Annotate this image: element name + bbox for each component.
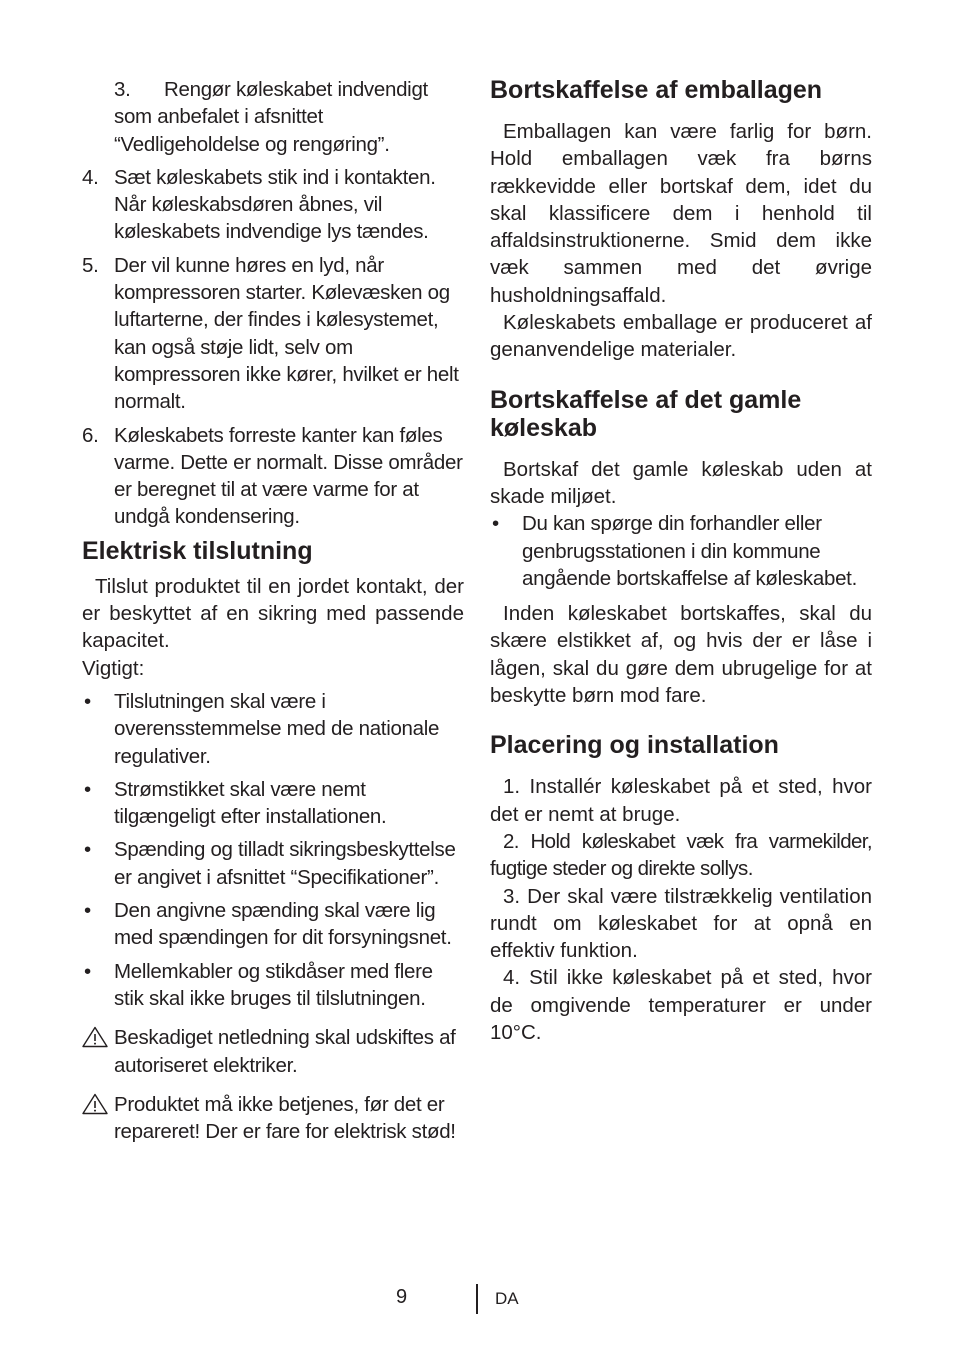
warning-text: Produktet må ikke betjenes, før det er repareret! Der er fare for elektrisk stød!: [114, 1092, 456, 1144]
language-code: DA: [495, 1289, 519, 1308]
bullet-marker: •: [84, 959, 91, 983]
list-number: 5.: [82, 253, 99, 277]
list-item: [82, 958, 464, 1013]
placering-item: 1. Installér køleskabet på et sted, hvor det er nemt at bruge.: [490, 775, 872, 826]
placering-item: 4. Stil ikke køleskabet på et sted, hvor de omgivende temperaturer er under 10°C.: [490, 966, 872, 1045]
footer-divider: [476, 1284, 478, 1314]
list-item: [82, 776, 464, 831]
list-text: Du kan spørge din forhandler eller genbrugsstationen i din kommune angående bortskaffelse af køleskabet.: [522, 512, 857, 590]
list-text: Rengør køleskabet indvendigt som anbefalet i afsnittet “Vedligeholdelse og rengøring”.: [114, 78, 428, 156]
list-number: 4.: [82, 165, 99, 189]
list-text: Der vil kunne høres en lyd, når kompressoren starter. Kølevæsken og luftarterne, der findes i kølesystemet, kan også støje lidt, selv om kompressoren ikke kører, hvilket er helt normalt.: [114, 253, 459, 414]
warning-text: Beskadiget netledning skal udskiftes af autoriseret elektriker.: [114, 1026, 456, 1077]
section-heading-emballage: Bortskaffelse af emballagen: [490, 76, 823, 104]
list-text: Strømstikket skal være nemt tilgængeligt efter installationen.: [114, 777, 387, 829]
list-text: Den angivne spænding skal være lig med spændingen for dit forsyningsnet.: [114, 899, 452, 950]
bullet-marker: •: [84, 899, 91, 923]
list-item: [82, 252, 464, 416]
list-item: [82, 164, 464, 246]
elektrisk-intro: Tilslut produktet til en jordet kontakt, der er beskyttet af en sikring med passende kapacitet.: [82, 574, 464, 653]
section-heading-placering: Placering og installation: [490, 731, 779, 760]
list-text: Sæt køleskabets stik ind i kontakten. Når køleskabsdøren åbnes, vil køleskabets indvendige lys tændes.: [114, 165, 436, 244]
section-heading-elektrisk: Elektrisk tilslutning: [82, 536, 313, 565]
placering-item: 2. Hold køleskabet væk fra varmekilder, fugtige steder og direkte sollys.: [490, 829, 872, 881]
list-item: [82, 422, 464, 531]
warning-triangle-icon: [82, 1026, 108, 1048]
list-number: 3.: [114, 78, 131, 101]
list-text: Køleskabets forreste kanter kan føles varme. Dette er normalt. Disse områder er beregnet til at være varme for at undgå kondensering.: [114, 423, 463, 529]
list-text: Mellemkabler og stikdåser med flere stik skal ikke bruges til tilslutningen.: [114, 959, 433, 1010]
vigtigt-label: Vigtigt:: [82, 656, 145, 680]
page-number: 9: [396, 1286, 408, 1308]
gamle-paragraph: Bortskaf det gamle køleskab uden at skade miljøet.: [490, 457, 872, 508]
section-heading-gamle: Bortskaffelse af det gamle køleskab: [490, 385, 802, 442]
list-item: [490, 510, 872, 592]
bullet-marker: •: [84, 838, 91, 862]
bullet-marker: •: [84, 777, 91, 801]
warning-note: [82, 1091, 464, 1146]
list-text: Spænding og tilladt sikringsbeskyttelse er angivet i afsnittet “Specifikationer”.: [114, 838, 456, 889]
left-column: [82, 76, 464, 1145]
bullet-list: [82, 688, 464, 1012]
warning-triangle-icon: [82, 1093, 108, 1115]
bullet-marker: •: [492, 512, 499, 536]
list-item: [82, 897, 464, 952]
warning-note: [82, 1024, 464, 1079]
right-column: [490, 76, 872, 1046]
bullet-marker: •: [84, 689, 91, 713]
list-item: [82, 76, 464, 158]
gamle-paragraph: Inden køleskabet bortskaffes, skal du skære elstikket af, og hvis der er låse i lågen, skal du gøre dem ubrugelige for at beskytte børn mod fare.: [490, 602, 872, 708]
emballage-paragraph: Emballagen kan være farlig for børn. Hold emballagen væk fra børns rækkevidde eller bortskaf dem, idet du skal klassificere dem i henhold til affaldsinstruktionerne. Smid dem ikke væk sammen med det øvrige husholdningsaffald.: [490, 120, 872, 307]
numbered-list: [82, 76, 464, 531]
list-number: 6.: [82, 423, 99, 447]
placering-item: 3. Der skal være tilstrækkelig ventilation rundt om køleskabet for at opnå en effektiv funktion.: [490, 884, 872, 963]
list-item: [82, 836, 464, 891]
list-text: Tilslutningen skal være i overensstemmelse med de nationale regulativer.: [114, 689, 440, 768]
emballage-paragraph: Køleskabets emballage er produceret af genanvendelige materialer.: [490, 311, 872, 362]
list-item: [82, 688, 464, 770]
